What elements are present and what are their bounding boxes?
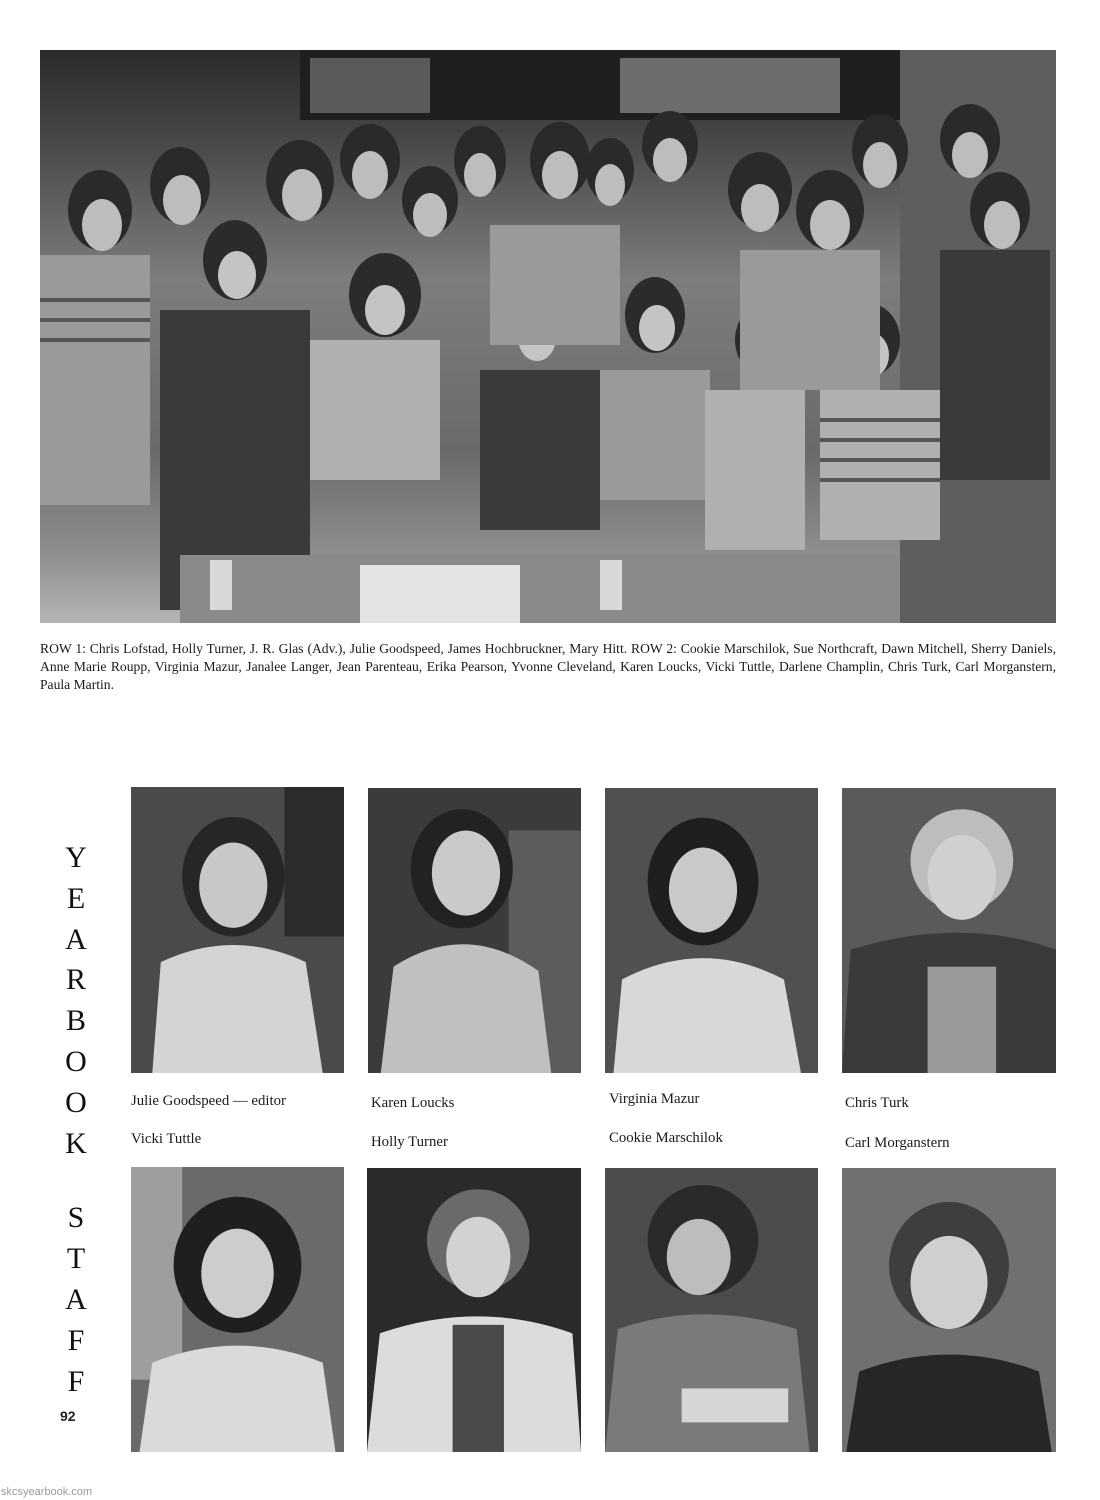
group-caption: ROW 1: Chris Lofstad, Holly Turner, J. R. Glas (Adv.), Julie Goodspeed, James Hochbruckner, Mary Hitt. ROW 2: Cookie Marschilok, Sue Northcraft, Dawn Mitchell, Sherry Daniels, Anne Marie Roupp, Virginia Mazur, Janalee Langer, Jean Parenteau, Erika Pearson, Yvonne Cleveland, Karen Loucks, Vicki Tuttle, Darlene Champlin, Chris Turk, Carl Morganstern, Paula Martin. [40, 641, 1056, 692]
portrait-image [842, 788, 1056, 1073]
portrait-name: Vicki Tuttle [131, 1131, 202, 1147]
portrait-name: Chris Turk [845, 1095, 909, 1111]
portrait-photo [605, 788, 818, 1073]
portrait-name: Karen Loucks [371, 1095, 455, 1111]
side-title-yearbook-staff [56, 838, 96, 1402]
portrait-image [367, 1168, 581, 1452]
portrait-photo [131, 1167, 344, 1452]
portrait-photo [368, 788, 581, 1073]
group-photo [40, 50, 1056, 623]
portrait-photo [131, 787, 344, 1073]
portrait-photo [605, 1168, 818, 1452]
portrait-name: Carl Morganstern [845, 1135, 950, 1151]
portrait-image [842, 1168, 1056, 1452]
side-title-letter: A [65, 922, 87, 956]
portrait-name: Virginia Mazur [609, 1091, 700, 1107]
side-title-letter: K [65, 1126, 87, 1160]
side-title-letter: B [65, 1004, 86, 1038]
side-title-letter: T [66, 1242, 86, 1276]
side-title-letter: O [65, 1085, 87, 1119]
portrait-name: Cookie Marschilok [609, 1130, 723, 1146]
portrait-name: Julie Goodspeed — editor [131, 1093, 286, 1109]
portrait-photo [367, 1168, 581, 1452]
side-title-letter: A [65, 1282, 87, 1316]
page-number: 92 [60, 1408, 76, 1424]
portrait-photo [842, 1168, 1056, 1452]
watermark: skcsyearbook.com [1, 1486, 93, 1498]
portrait-image [368, 788, 581, 1073]
portrait-image [605, 788, 818, 1073]
portrait-name: Holly Turner [371, 1134, 448, 1150]
portrait-image [131, 1167, 344, 1452]
side-title-letter: E [66, 881, 86, 915]
portrait-image [605, 1168, 818, 1452]
side-title-letter: S [67, 1201, 85, 1235]
side-title-letter: R [65, 963, 86, 997]
side-title-letter: Y [65, 841, 87, 874]
group-photo-image [40, 50, 1056, 623]
side-title-letter: F [67, 1323, 85, 1357]
side-title-letter: F [67, 1364, 85, 1398]
portrait-photo [842, 788, 1056, 1073]
side-title-letter: O [65, 1044, 87, 1078]
portrait-image [131, 787, 344, 1073]
